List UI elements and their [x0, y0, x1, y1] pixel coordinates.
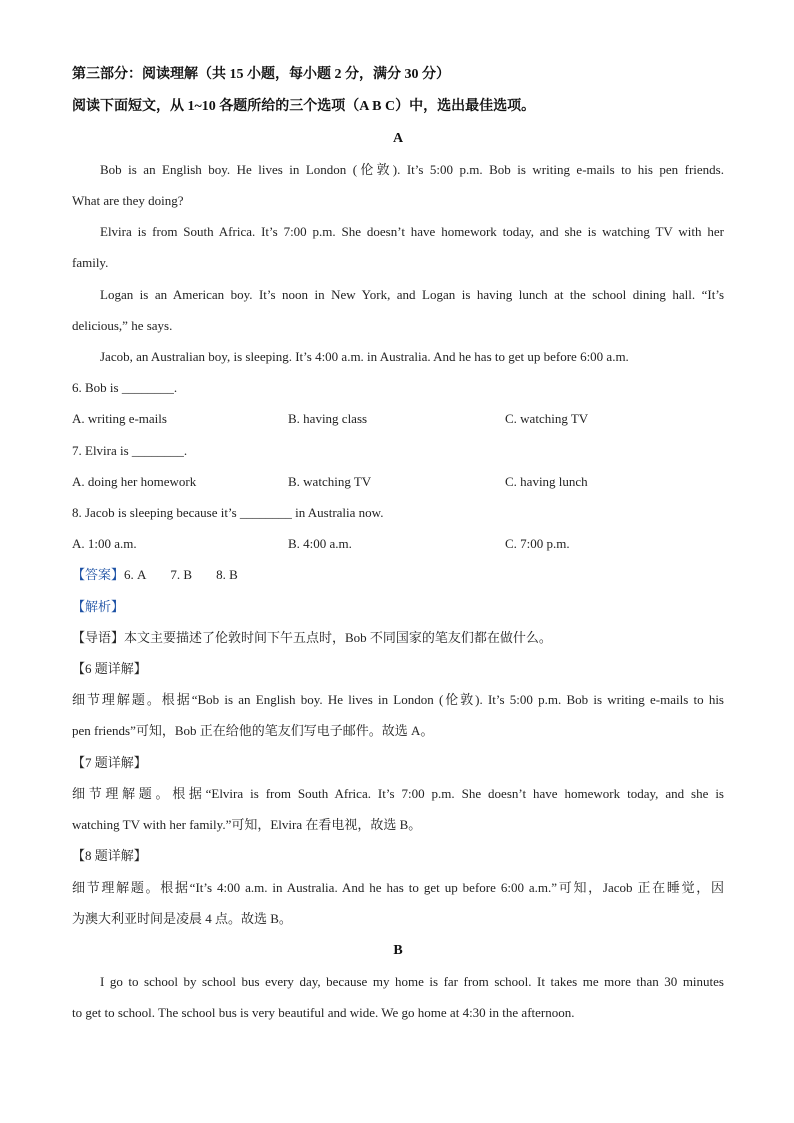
- detail-label: 【7 题详解】: [72, 755, 147, 770]
- guide-text: 本文主要描述了伦敦时间下午五点时，Bob 不同国家的笔友们都在做什么。: [124, 630, 552, 645]
- passage-a-line: Elvira is from South Africa. It’s 7:00 p.m. She doesn’t have homework today, and she is watching TV with her: [100, 224, 724, 239]
- passage-a-line: family.: [72, 255, 109, 270]
- question-stem: 7. Elvira is ________.: [72, 443, 188, 458]
- answer-item: 6. A: [124, 567, 147, 582]
- detail-line: 细节理解题。根据“Elvira is from South Africa. It’s 7:00 p.m. She doesn’t have homework today, and she is: [72, 786, 724, 801]
- guide-line: [72, 629, 724, 647]
- instruction: 阅读下面短文，从 1~10 各题所给的三个选项（A B C）中，选出最佳选项。: [72, 99, 536, 114]
- passage-a-line: Bob is an English boy. He lives in London (伦敦). It’s 5:00 p.m. Bob is writing e-mails to his pen friends.: [100, 162, 724, 177]
- option-c: C. watching TV: [505, 411, 589, 426]
- passage-a-line: delicious,” he says.: [72, 318, 173, 333]
- answer-line: [72, 566, 724, 584]
- answer-item: 8. B: [216, 567, 238, 582]
- option-c: C. having lunch: [505, 474, 588, 489]
- section-title: 第三部分：阅读理解（共 15 小题，每小题 2 分，满分 30 分）: [72, 67, 450, 82]
- detail-label: 【8 题详解】: [72, 848, 147, 863]
- passage-b-line: I go to school by school bus every day, because my home is far from school. It takes me more than 30 minutes: [100, 974, 724, 989]
- option-b: B. 4:00 a.m.: [288, 536, 352, 551]
- guide-label: 【导语】: [72, 630, 125, 645]
- detail-line: 为澳大利亚时间是凌晨 4 点。故选 B。: [72, 911, 292, 926]
- passage-a-line: Logan is an American boy. It’s noon in New York, and Logan is having lunch at the school dining hall. “It’s: [100, 287, 724, 302]
- analysis-label: 【解析】: [72, 599, 125, 614]
- option-a: A. doing her homework: [72, 474, 197, 489]
- option-b: B. watching TV: [288, 474, 372, 489]
- passage-a-line: What are they doing?: [72, 193, 184, 208]
- passage-b-line: to get to school. The school bus is very beautiful and wide. We go home at 4:30 in the afternoon.: [72, 1005, 575, 1020]
- option-a: A. 1:00 a.m.: [72, 536, 137, 551]
- detail-line: watching TV with her family.”可知，Elvira 在看电视，故选 B。: [72, 817, 422, 832]
- passage-a-line: Jacob, an Australian boy, is sleeping. It’s 4:00 a.m. in Australia. And he has to get up before 6:00 a.m.: [100, 349, 629, 364]
- question-stem: 8. Jacob is sleeping because it’s ________ in Australia now.: [72, 505, 384, 520]
- option-b: B. having class: [288, 411, 368, 426]
- detail-line: 细节理解题。根据“Bob is an English boy. He lives in London (伦敦). It’s 5:00 p.m. Bob is writing e-mails to his: [72, 692, 724, 707]
- answer-label: 【答案】: [72, 567, 125, 582]
- answer-item: 7. B: [170, 567, 193, 582]
- detail-line: 细节理解题。根据“It’s 4:00 a.m. in Australia. And he has to get up before 6:00 a.m.”可知，Jacob 正在睡觉，因: [72, 880, 724, 895]
- option-c: C. 7:00 p.m.: [505, 536, 570, 551]
- detail-label: 【6 题详解】: [72, 661, 147, 676]
- passage-b-label: B: [393, 943, 403, 958]
- question-stem: 6. Bob is ________.: [72, 380, 178, 395]
- option-a: A. writing e-mails: [72, 411, 167, 426]
- passage-a-label: A: [392, 131, 404, 146]
- detail-line: pen friends”可知，Bob 正在给他的笔友们写电子邮件。故选 A。: [72, 723, 434, 738]
